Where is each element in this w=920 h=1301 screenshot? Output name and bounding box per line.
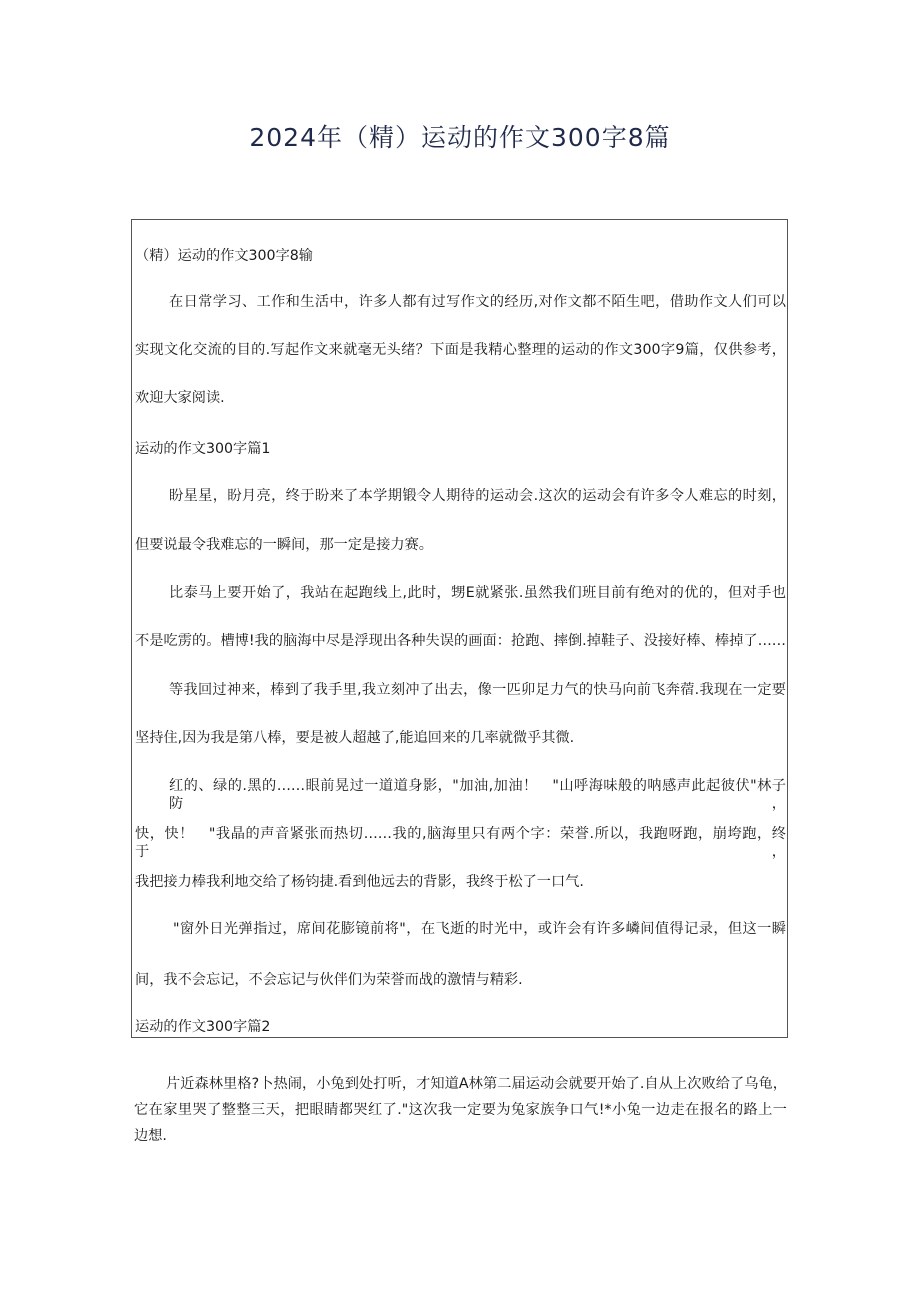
outside-line-2: 它在家里哭了整整三天，把眼睛都哭红了."这次我一定要为兔家族争口气!*小兔一边走在报名的路上一 — [134, 1102, 787, 1118]
section-1-title: 运动的作文300字篇1 — [135, 441, 271, 457]
paragraph-3-line-2: 坚持住,因为我是第八棒，要是被人超越了,能追回来的几率就微乎其微. — [135, 730, 575, 746]
paragraph-2-line-1: 比泰马上要开始了，我站在起跑线上,此时，甥E就紧张.虽然我们班目前有绝对的优的，但对手也 — [169, 585, 786, 601]
intro-line-3: 欢迎大家阅读. — [135, 390, 225, 406]
paragraph-5-line-1: "窗外日光弹指过，席间花膨镜前将"，在飞逝的时光中，或许会有许多嶙间值得记录，但这一瞬 — [173, 921, 786, 937]
paragraph-5-line-2: 间，我不会忘记，不会忘记与伙伴们为荣誉而战的激情与精彩. — [135, 972, 523, 988]
paragraph-1-line-2: 但要说最令我难忘的一瞬间，那一定是接力赛。 — [135, 537, 433, 553]
paragraph-3-line-1: 等我回过神来，棒到了我手里,我立刻冲了出去，像一匹卯足力气的快马向前飞奔蓿.我现在一定要 — [169, 682, 786, 698]
outside-line-3: 边想. — [134, 1128, 167, 1144]
document-title: 2024年（精）运动的作文300字8篇 — [249, 123, 671, 152]
paragraph-4-line-1: 红的、绿的.黑的……眼前晃过一道道身影，"加油,加油！ "山呼海味般的呐感声此起彼伏"林子防， — [169, 778, 786, 812]
intro-line-2: 实现文化交流的目的.写起作文来就毫无头绪？下面是我精心整理的运动的作文300字9篇，仅供参考， — [135, 342, 786, 358]
paragraph-4-line-3: 我把接力棒我利地交给了杨钧捷.看到他远去的背影，我终于松了一口气. — [135, 874, 584, 890]
article-box — [131, 219, 788, 1038]
paragraph-4-line-2: 快，快！ "我晶的声音紧张而热切……我的,脑海里只有两个字：荣誉.所以，我跑呀跑，崩垮跑，终于， — [135, 826, 786, 860]
paragraph-1-line-1: 盼星星，盼月亮，终于盼来了本学期锻令人期待的运动会.这次的运动会有许多令人难忘的时刻， — [169, 488, 786, 504]
outside-line-1: 片近森林里格?卜热闹，小兔到处打听，才知道A林第二届运动会就要开始了.自从上次败给了乌龟， — [166, 1076, 787, 1092]
intro-line-1: 在日常学习、工作和生活中，许多人都有过写作文的经历,对作文都不陌生吧，借助作文人们可以 — [169, 294, 786, 310]
article-heading: （精）运动的作文300字8输 — [135, 248, 313, 264]
section-2-title: 运动的作文300字篇2 — [135, 1019, 271, 1035]
paragraph-2-line-2: 不是吃雳的。槽博!我的脑海中尽是浮现出各种失误的画面：抢跑、摔倒.掉鞋子、没接好棒、棒掉了…… — [135, 633, 786, 649]
